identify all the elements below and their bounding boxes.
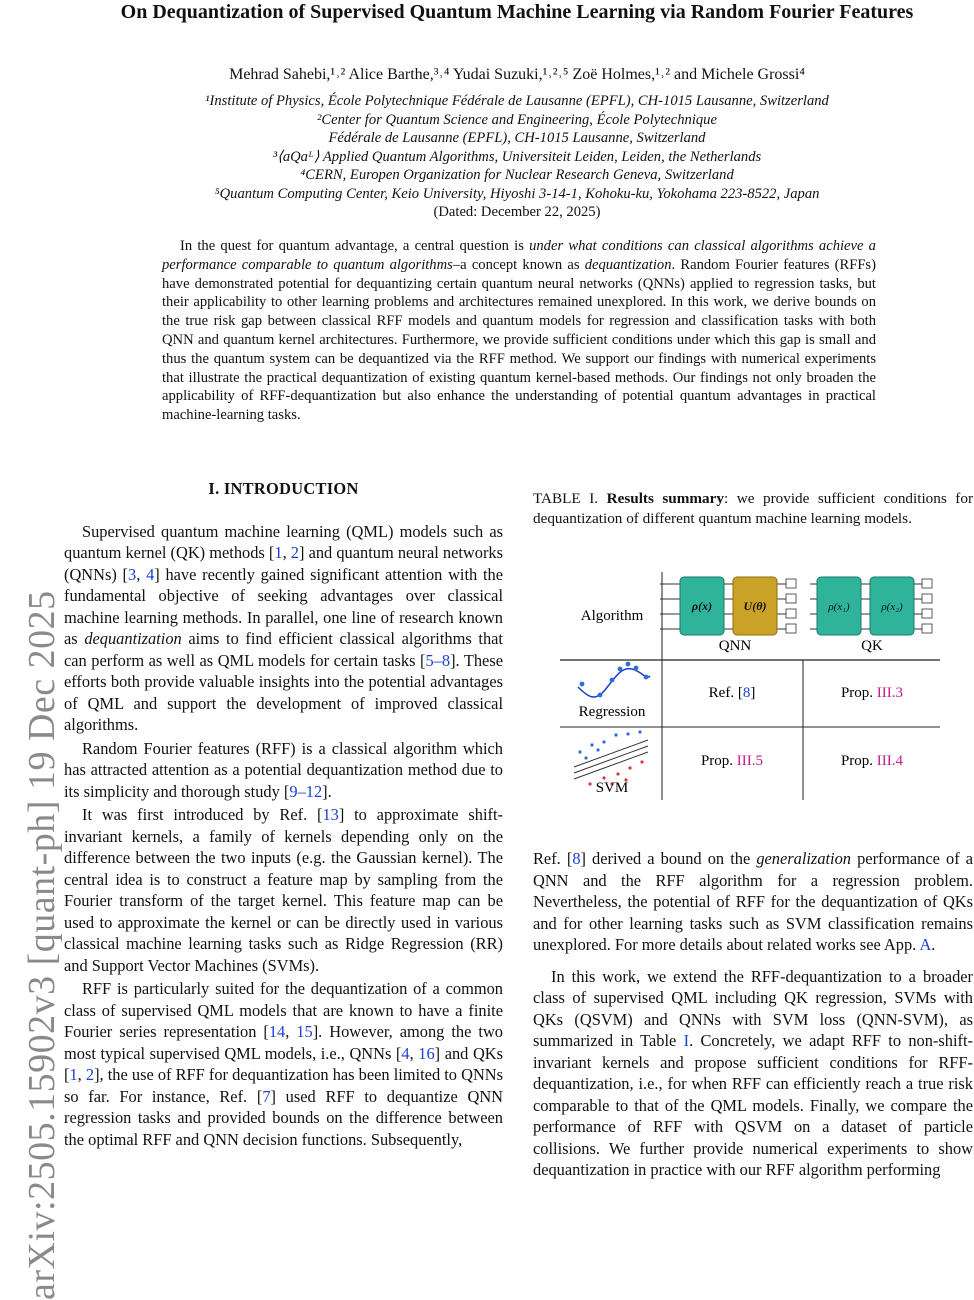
intro-paragraph-1: Supervised quantum machine learning (QML) models such as quantum kernel (QK) methods [1, 2] and quantum neural networks (QNNs) [3, 4] have recently gained significant attention with the fundamental objective of seeking advantages over classical machine learning methods. In parallel, one line of research known as dequantization aims to find efficient classical algorithms that can perform as well as QML models for certain tasks [5–8]. These efforts both provide valuable insights into the potential advantages of QML and support the development of improved classical algorithms. bbox=[64, 521, 503, 734]
citation-link[interactable]: 1 bbox=[69, 1065, 78, 1084]
citation-link[interactable]: 15 bbox=[296, 1022, 313, 1041]
intro-paragraph-4: RFF is particularly suited for the dequantization of a common class of supervised QML models that are known to have a finite Fourier series representation [14, 15]. However, among the two most typical supervised QML models, i.e., QNNs [4, 16] and QKs [1, 2], the use of RFF for dequantization has been limited to QNNs so far. For instance, Ref. [7] used RFF to dequantize QNN regression tasks and provided bounds on the difference between the optimal RFF and QNN decision functions. Subsequently, bbox=[64, 979, 503, 1149]
qk-circuit-diagram bbox=[810, 577, 932, 635]
affiliation-4: ⁴CERN, Europen Organization for Nuclear Research Geneva, Switzerland bbox=[300, 167, 734, 183]
intro-paragraph-3: It was first introduced by Ref. [13] to approximate shift-invariant kernels, a family of kernels depending only on the difference between the two inputs (e.g. the Gaussian kernel). The central idea is to construct a feature map by sampling from the Fourier transform of the target kernel. This feature map can be used to approximate the kernel or can be directly used in various classical machine learning tasks such as Ridge Regression (RR) and Support Vector Machines (SVMs). bbox=[64, 805, 503, 975]
right-paragraph-2: In this work, we extend the RFF-dequantization to a broader class of supervised QML including QK regression, SVMs with QKs (QSVM) and QNNs with SVM loss (QNN-SVM), as summarized in Table I. Concretely, we adapt RFF to non-shift-invariant kernels and propose sufficient conditions for RFF-dequantization, i.e., for when RFF can efficiently reach a true risk comparable to that of the QML models. Finally, we compare the performance of RFF with QSVM on a dataset of particle collisions. We further provide numerical experiments to show dequantization in practice with our RFF algorithm performing bbox=[533, 966, 973, 1179]
column-header-qnn: QNN bbox=[718, 638, 752, 654]
cell-regression-qnn: Ref. [8] bbox=[708, 685, 756, 701]
table-caption-block bbox=[533, 489, 973, 529]
dated-line: (Dated: December 22, 2025) bbox=[433, 204, 601, 220]
table-caption: TABLE I. Results summary: we provide sufficient conditions for dequantization of different quantum machine learning models. bbox=[533, 490, 974, 527]
right-column bbox=[533, 848, 973, 1183]
citation-link[interactable]: 5–8 bbox=[425, 650, 451, 670]
cell-svm-qnn: Prop. III.5 bbox=[700, 753, 764, 769]
affiliation-3: ³⟨aQaᴸ⟩ Applied Quantum Algorithms, Universiteit Leiden, Leiden, the Netherlands bbox=[272, 148, 762, 165]
row-label-svm: SVM bbox=[595, 780, 629, 796]
arxiv-stamp: arXiv:2505.15902v3 [quant-ph] 19 Dec 2025 bbox=[21, 590, 63, 1300]
citation-link[interactable]: 2 bbox=[290, 543, 299, 562]
cell-regression-qk: Prop. III.3 bbox=[840, 685, 904, 701]
affiliation-5: ⁵Quantum Computing Center, Keio University, Hiyoshi 3-14-1, Kohoku-ku, Yokohama 223-8522, Japan bbox=[214, 185, 820, 202]
citation-link[interactable]: 2 bbox=[85, 1065, 95, 1084]
prop-link[interactable]: III.3 bbox=[876, 685, 904, 701]
results-summary-table bbox=[560, 572, 940, 802]
gate-rho-x-label: ρ(x) bbox=[691, 599, 713, 613]
author-list: Mehrad Sahebi,¹˒² Alice Barthe,³˒⁴ Yudai Suzuki,¹˒²˒⁵ Zoë Holmes,¹˒² and Michele Grossi⁴ bbox=[229, 66, 805, 83]
citation-link[interactable]: 4 bbox=[146, 564, 155, 584]
svm-icon bbox=[574, 730, 648, 785]
abstract: In the quest for quantum advantage, a central question is under what conditions can classical algorithms achieve a performance comparable to quantum algorithms–a concept known as dequantization. Random Fourier features (RFFs) have demonstrated potential for dequantizing certain quantum neural networks (QNNs) applied to regression tasks, but their applicability to other learning problems and architectures remained unexplored. In this work, we derive bounds on the true risk gap between classical RFF models and quantum models for regression and classification tasks with both QNN and quantum kernel architectures. Furthermore, we provide sufficient conditions under which this gap is small and thus the quantum system can be dequantized via the RFF method. We support our findings with numerical experiments that illustrate the practical dequantization of existing quantum kernel-based methods. Our findings not only broaden the applicability of RFF-dequantization but also enhance the understanding of potential quantum advantages in practical machine-learning tasks. bbox=[162, 238, 876, 424]
section-heading-introduction: I. INTRODUCTION bbox=[208, 479, 359, 498]
qnn-circuit-diagram bbox=[660, 577, 796, 635]
citation-link[interactable]: 3 bbox=[128, 564, 137, 584]
citation-link[interactable]: 16 bbox=[418, 1043, 435, 1063]
prop-link[interactable]: III.4 bbox=[876, 753, 904, 769]
left-column bbox=[64, 478, 503, 1152]
measurement-icons bbox=[922, 579, 932, 633]
affiliation-2: ²Center for Quantum Science and Engineering, École Polytechnique bbox=[317, 111, 717, 128]
paper-title: On Dequantization of Supervised Quantum Machine Learning via Random Fourier Features bbox=[120, 1, 914, 23]
intro-paragraph-2: Random Fourier features (RFF) is a classical algorithm which has attracted attention as a potential dequantization method due to its simplicity and thorough study [9–12]. bbox=[64, 738, 503, 801]
header-algorithm: Algorithm bbox=[580, 608, 644, 624]
column-header-qk: QK bbox=[861, 638, 883, 654]
citation-link[interactable]: 8 bbox=[572, 849, 581, 868]
citation-link[interactable]: 9–12 bbox=[289, 781, 323, 801]
citation-link[interactable]: 1 bbox=[274, 543, 283, 562]
gate-rho-x2-label: ρ(x₂) bbox=[881, 601, 903, 613]
affiliation-2b: Fédérale de Lausanne (EPFL), CH-1015 Lausanne, Switzerland bbox=[328, 130, 706, 146]
citation-link[interactable]: 7 bbox=[262, 1086, 271, 1106]
row-label-regression: Regression bbox=[578, 704, 646, 720]
citation-link[interactable]: 8 bbox=[742, 685, 751, 701]
regression-icon bbox=[578, 662, 650, 698]
table-link[interactable]: I bbox=[683, 1031, 690, 1050]
affiliations bbox=[70, 92, 964, 222]
citation-link[interactable]: 13 bbox=[322, 805, 339, 824]
measurement-icons bbox=[786, 579, 796, 633]
gate-u-theta-label: U(θ) bbox=[743, 599, 767, 613]
citation-link[interactable]: 14 bbox=[268, 1022, 286, 1041]
affiliation-1: ¹Institute of Physics, École Polytechnique Fédérale de Lausanne (EPFL), CH-1015 Lausanne, Switzerland bbox=[205, 93, 829, 109]
citation-link[interactable]: 4 bbox=[401, 1043, 410, 1063]
prop-link[interactable]: III.5 bbox=[736, 753, 764, 769]
appendix-link[interactable]: A bbox=[919, 935, 932, 954]
cell-svm-qk: Prop. III.4 bbox=[840, 753, 904, 769]
gate-rho-x1-label: ρ(x₁) bbox=[828, 601, 850, 613]
right-paragraph-1: Ref. [8] derived a bound on the generalization performance of a QNN and the RFF algorithm for a regression problem. Nevertheless, the potential of RFF for the dequantization of QKs and for other learning tasks such as SVM classification remains unexplored. For more details about related works see App. A. bbox=[533, 849, 974, 954]
